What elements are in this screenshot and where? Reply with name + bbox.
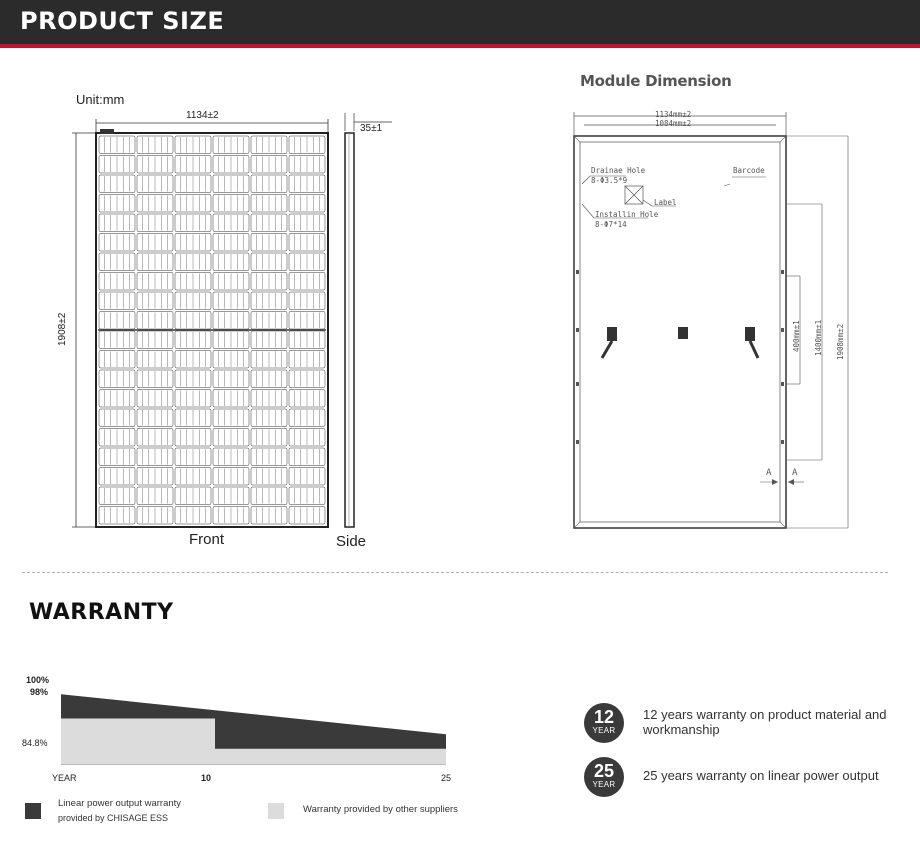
dim-1400-label: 1400mm±1 (814, 319, 823, 356)
x-label-year: YEAR (52, 773, 77, 783)
badge-25-unit: YEAR (592, 780, 616, 789)
badge-12-number: 12 (593, 707, 615, 727)
badge-12-unit: YEAR (592, 726, 616, 735)
badge-12-description: 12 years warranty on product material and workmanship (643, 707, 887, 737)
y-label-84-8: 84.8% (22, 738, 48, 748)
section-divider (22, 572, 888, 573)
side-view-label: Side (336, 533, 367, 550)
inner-width-dimension: 1084mm±2 (655, 119, 692, 128)
drainage-hole-spec: 8-Φ3.5*9 (591, 176, 628, 185)
depth-dimension: 35±1 (360, 123, 383, 134)
legend-chisage-line2: provided by CHISAGE ESS (58, 813, 169, 823)
dim-400-label: 400mm±1 (792, 320, 801, 352)
section-a-right: A (792, 468, 798, 478)
warranty-title: WARRANTY (29, 600, 174, 625)
y-label-98: 98% (30, 687, 49, 697)
module-dimension-title: Module Dimension (580, 72, 732, 90)
outer-width-dimension: 1134mm±2 (655, 110, 692, 119)
x-label-25: 25 (441, 773, 452, 783)
badge-25-number: 25 (593, 761, 615, 781)
badge-25-description: 25 years warranty on linear power output (643, 768, 879, 783)
legend-others: Warranty provided by other suppliers (303, 804, 458, 815)
width-dimension: 1134±2 (186, 110, 219, 121)
unit-label: Unit:mm (76, 92, 125, 107)
warranty-chart (0, 660, 480, 780)
drainage-hole-label: Drainae Hole (591, 166, 646, 175)
y-label-100: 100% (26, 675, 50, 685)
height-dimension: 1908±2 (57, 312, 68, 346)
badge-25-years (584, 757, 624, 797)
x-label-10: 10 (201, 773, 212, 783)
section-a-left: A (766, 468, 772, 478)
installation-hole-spec: 8-Φ7*14 (595, 220, 627, 229)
legend-chisage (58, 797, 181, 825)
legend-swatch-others (268, 803, 284, 819)
barcode-label: Barcode (733, 166, 765, 175)
legend-chisage-line1: Linear power output warranty (58, 798, 182, 809)
dim-1908-label: 1908mm±2 (836, 323, 845, 360)
installation-hole-label: Installin Hole (595, 210, 659, 219)
label-callout: Label (654, 198, 677, 207)
front-view-drawing (0, 0, 420, 540)
front-view-label: Front (189, 531, 225, 548)
badge-12-years (584, 703, 624, 743)
section-title: PRODUCT SIZE (20, 7, 225, 35)
legend-swatch-chisage (25, 803, 41, 819)
